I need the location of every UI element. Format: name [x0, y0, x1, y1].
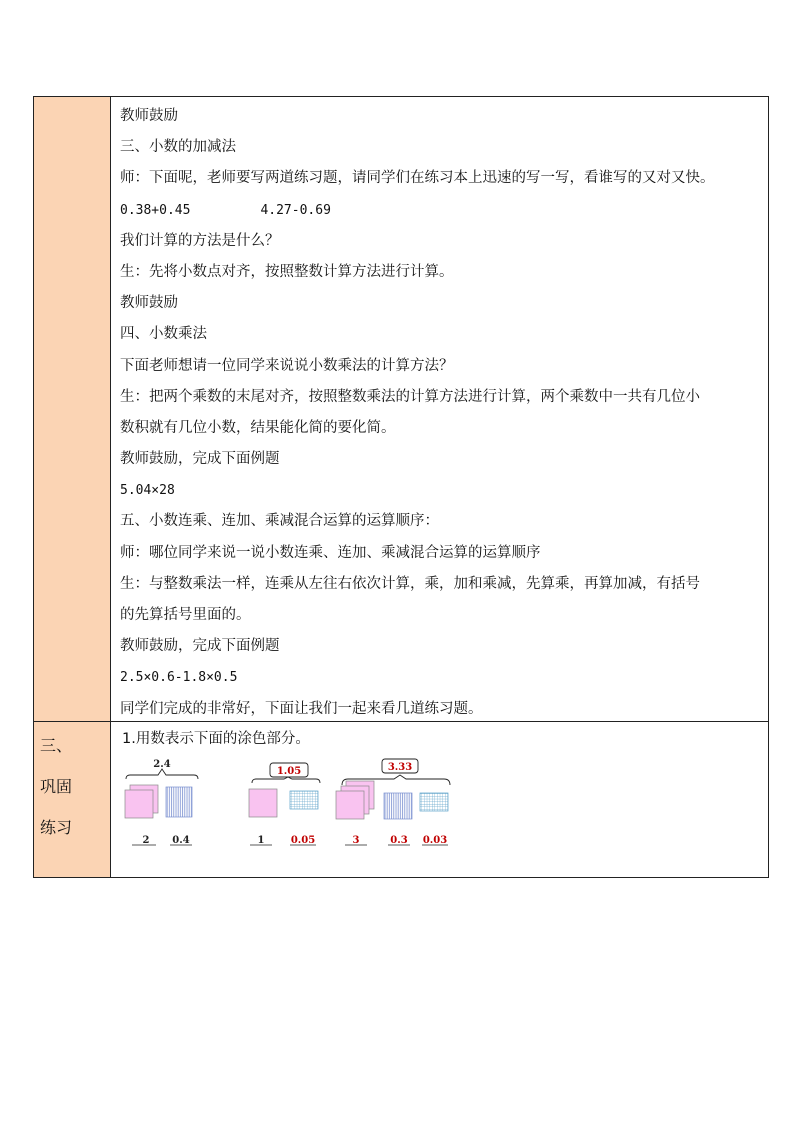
- hundredths-grid: [420, 793, 448, 811]
- section-label-line2: 巩固: [40, 777, 73, 796]
- teaching-content: [120, 101, 765, 725]
- text-line: 教师鼓励: [120, 295, 178, 312]
- text-line: 数积就有几位小数，结果能化简的要化简。: [120, 419, 396, 436]
- decimal-figures: [120, 759, 460, 865]
- text-line: 同学们完成的非常好，下面让我们一起来看几道练习题。: [120, 700, 483, 717]
- text-line: 生：先将小数点对齐，按照整数计算方法进行计算。: [120, 263, 454, 280]
- text-line: 下面老师想请一位同学来说说小数乘法的计算方法？: [120, 357, 454, 374]
- answer-3a: 3: [352, 835, 360, 846]
- exercise-line: [120, 195, 765, 226]
- text-line: 师：下面呢，老师要写两道练习题，请同学们在练习本上迅速的写一写，看谁写的又对又快。: [120, 170, 715, 187]
- figure-2-total: 1.05: [276, 766, 302, 777]
- lesson-table: [33, 96, 769, 878]
- text-line: 教师鼓励，完成下面例题: [120, 638, 280, 655]
- exercise-b: 4.27-0.69: [260, 202, 331, 218]
- left-cell-practice: [34, 722, 111, 877]
- section-heading: 五、小数连乘、连加、乘减混合运算的运算顺序：: [120, 513, 439, 530]
- text-line: 教师鼓励，完成下面例题: [120, 451, 280, 468]
- text-line: 我们计算的方法是什么？: [120, 232, 280, 249]
- answer-1a: 2: [142, 835, 150, 846]
- section-label-line1: 三、: [40, 736, 73, 755]
- figure-3-total: 3.33: [387, 762, 413, 773]
- figure-1-05: [249, 763, 320, 846]
- text-line: 师：哪位同学来说一说小数连乘、连加、乘减混合运算的运算顺序: [120, 544, 541, 561]
- left-cell-teaching: [34, 97, 111, 721]
- brace-2: [252, 777, 320, 783]
- figure-3-33: [336, 759, 450, 846]
- brace-1: [126, 769, 198, 779]
- text-line: 生：与整数乘法一样，连乘从左往右依次计算，乘，加和乘减，先算乘，再算加减，有括号: [120, 575, 700, 592]
- text-line: 的先算括号里面的。: [120, 607, 251, 623]
- answer-3c: 0.03: [422, 835, 448, 846]
- example-line: 5.04×28: [120, 483, 175, 499]
- unit-square: [249, 789, 277, 817]
- text-line: 生：把两个乘数的末尾对齐，按照整数乘法的计算方法进行计算，两个乘数中一共有几位小: [120, 388, 700, 405]
- example-line: 2.5×0.6-1.8×0.5: [120, 670, 238, 686]
- figure-1-total: 2.4: [153, 759, 171, 770]
- section-heading: 三、小数的加减法: [120, 139, 236, 156]
- exercise-a: 0.38+0.45: [120, 202, 191, 218]
- answer-2b: 0.05: [290, 835, 316, 846]
- hundredths-grid: [290, 791, 318, 809]
- unit-square-front: [125, 790, 153, 818]
- tenths-strip: [384, 793, 412, 819]
- question-1: 1.用数表示下面的涂色部分。: [122, 731, 310, 747]
- unit-square-front: [336, 791, 364, 819]
- section-label-line3: 练习: [40, 818, 73, 837]
- answer-1b: 0.4: [172, 835, 190, 846]
- answer-2a: 1: [257, 835, 265, 846]
- section-heading: 四、小数乘法: [120, 326, 207, 343]
- text-line: 教师鼓励: [120, 108, 178, 124]
- figure-2-4: [125, 759, 198, 846]
- tenths-strip: [166, 787, 192, 817]
- answer-3b: 0.3: [390, 835, 408, 846]
